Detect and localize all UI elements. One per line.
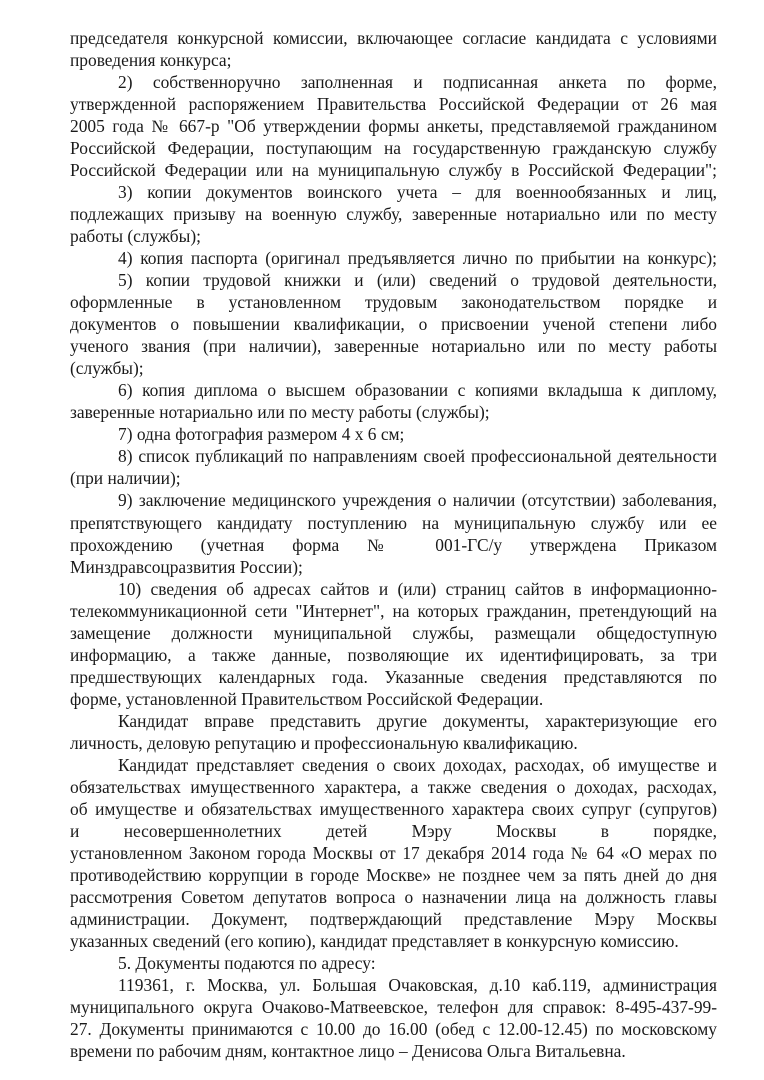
text-line: Российской Федерации, поступающим на государственную гражданскую службу	[70, 138, 717, 159]
text-line: 119361, г. Москва, ул. Большая Очаковская, д.10 каб.119, администрация	[118, 974, 717, 995]
text-line: Российской Федерации или на муниципальную службу в Российской Федерации";	[70, 160, 717, 181]
text-line: работы (службы);	[70, 226, 201, 247]
text-line: документов о повышении квалификации, о присвоении ученой степени либо	[70, 314, 717, 335]
text-line: обязательствах имущественного характера, а также сведения о доходах, расходах,	[70, 776, 717, 797]
text-line: администрации. Документ, подтверждающий представление Мэру Москвы	[70, 908, 717, 929]
text-line: препятствующего кандидату поступлению на муниципальную службу или ее	[70, 512, 717, 533]
text-line: времени по рабочим дням, контактное лицо – Денисова Ольга Витальевна.	[70, 1041, 626, 1061]
text-line: подлежащих призыву на военную службу, заверенные нотариально или по месту	[70, 204, 717, 225]
text-line: заверенные нотариально или по месту работы (службы);	[70, 402, 490, 423]
text-line: 2) собственноручно заполненная и подписанная анкета по форме,	[118, 72, 717, 92]
text-line: форме, установленной Правительством Российской Федерации.	[70, 688, 544, 709]
text-line: и несовершеннолетних детей Мэру Москвы в порядке,	[70, 820, 717, 841]
text-line: предшествующих календарных года. Указанные сведения представляются по	[70, 666, 717, 687]
text-line: 3) копии документов воинского учета – для военнообязанных и лиц,	[118, 182, 717, 203]
text-line: 9) заключение медицинского учреждения о наличии (отсутствии) заболевания,	[118, 490, 717, 511]
text-line: проведения конкурса;	[70, 50, 232, 70]
text-line: личность, деловую репутацию и профессиональную квалификацию.	[70, 732, 578, 753]
text-line: 2005 года № 667-р "Об утверждении формы анкеты, представляемой гражданином	[70, 116, 717, 137]
text-line: ученого звания (при наличии), заверенные нотариально или по месту работы	[70, 336, 717, 357]
text-line: оформленные в установленном трудовым законодательством порядке и	[70, 292, 717, 313]
text-line: 8) список публикаций по направлениям своей профессиональной деятельности	[118, 446, 717, 467]
text-line: 7) одна фотография размером 4 х 6 см;	[118, 424, 405, 445]
text-line: 27. Документы принимаются с 10.00 до 16.00 (обед с 12.00-12.45) по московскому	[70, 1019, 717, 1039]
text-line: рассмотрения Советом депутатов вопроса о назначении лица на должность главы	[70, 886, 717, 907]
text-line: утвержденной распоряжением Правительства Российской Федерации от 26 мая	[70, 94, 717, 115]
text-line: прохождению (учетная форма № 001-ГС/у утверждена Приказом	[70, 534, 717, 555]
text-line: информацию, а также данные, позволяющие их идентифицировать, за три	[70, 644, 717, 665]
text-line: об имуществе и обязательствах имущественного характера своих супруг (супругов)	[70, 798, 717, 819]
text-line: телекоммуникационной сети "Интернет", на которых гражданин, претендующий на	[70, 600, 717, 621]
text-line: 4) копия паспорта (оригинал предъявляется лично по прибытии на конкурс);	[118, 248, 717, 269]
text-line: (службы);	[70, 358, 144, 379]
text-line: муниципального округа Очаково-Матвеевское, телефон для справок: 8-495-437-99-	[70, 996, 717, 1017]
text-line: 10) сведения об адресах сайтов и (или) страниц сайтов в информационно-	[118, 578, 717, 599]
text-line: Минздравсоцразвития России);	[70, 556, 303, 577]
text-line: председателя конкурсной комиссии, включающее согласие кандидата с условиями	[70, 28, 717, 48]
text-line: указанных сведений (его копию), кандидат представляет в конкурсную комиссию.	[70, 930, 679, 951]
text-line: Кандидат представляет сведения о своих доходах, расходах, об имуществе и	[118, 754, 717, 775]
text-line: 5) копии трудовой книжки и (или) сведений о трудовой деятельности,	[118, 270, 717, 291]
text-line: Кандидат вправе представить другие документы, характеризующие его	[118, 710, 717, 731]
text-line: (при наличии);	[70, 468, 181, 489]
text-line: противодействию коррупции в городе Москве» не позднее чем за пять дней до дня	[70, 864, 717, 885]
text-line: установленном Законом города Москвы от 17 декабря 2014 года № 64 «О мерах по	[70, 842, 717, 863]
text-line: замещение должности муниципальной службы, размещали общедоступную	[70, 622, 717, 643]
text-line: 6) копия диплома о высшем образовании с копиями вкладыша к диплому,	[118, 380, 717, 401]
text-line: 5. Документы подаются по адресу:	[118, 952, 376, 973]
